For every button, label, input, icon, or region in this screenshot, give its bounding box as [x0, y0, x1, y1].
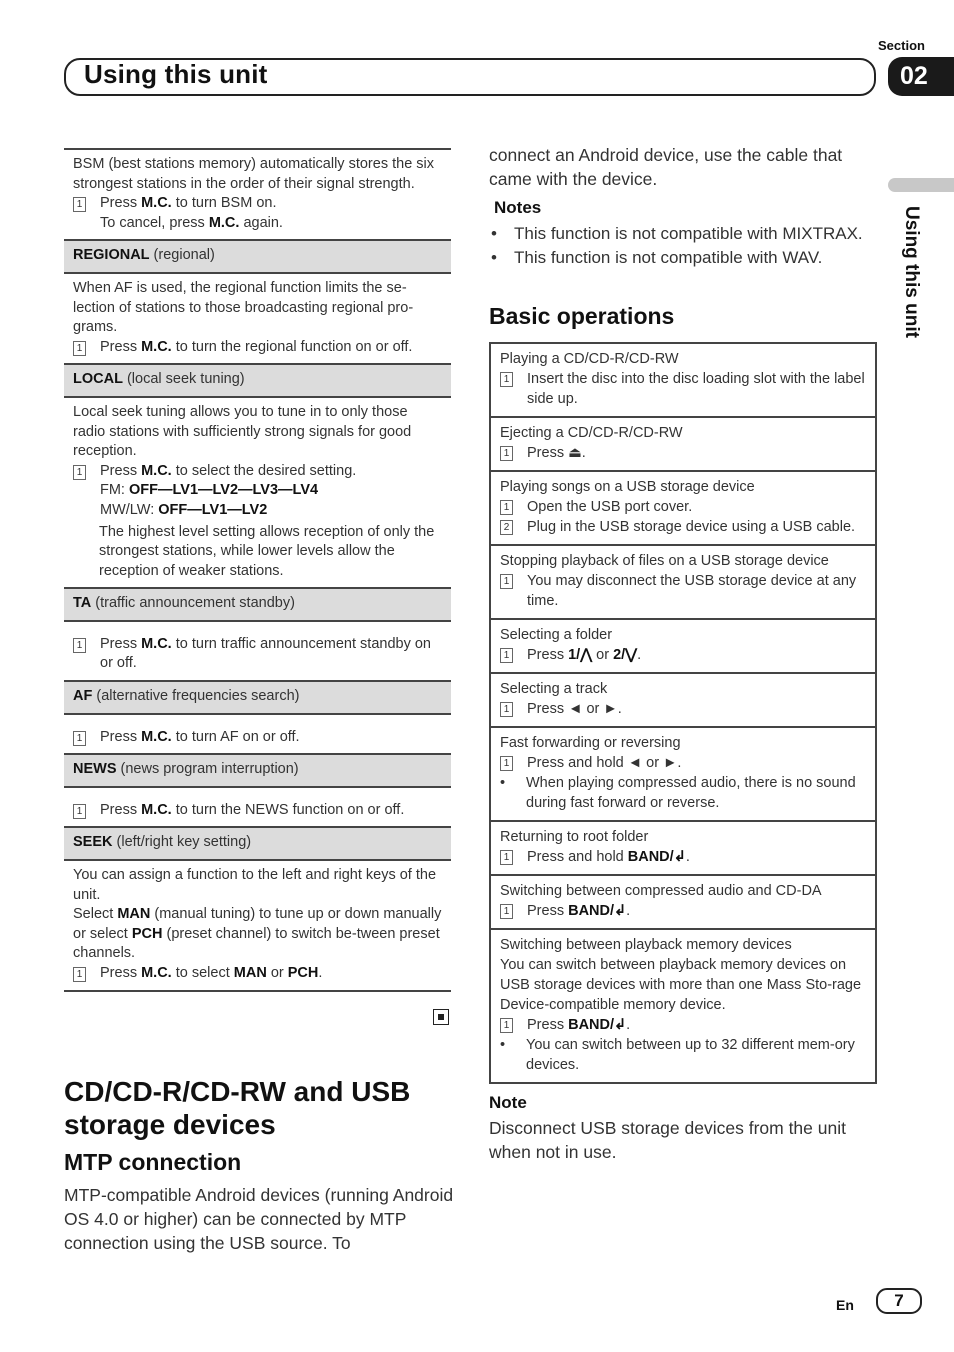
op-title: Returning to root folder — [500, 829, 649, 845]
setting-key: REGIONAL — [73, 247, 150, 264]
step-text: Plug in the USB storage device using a USB cable. — [527, 519, 856, 535]
op-track — [491, 672, 875, 726]
up-icon: /⋀ — [576, 647, 593, 663]
step-text: Press ◄ or ►. — [527, 701, 622, 717]
step-text: Press and hold — [527, 849, 628, 865]
op-description: You can switch between playback memory devices on USB storage devices with more than one Mass Sto-rage Device-compatible memory device. — [500, 957, 862, 1013]
op-switch-audio — [491, 874, 875, 928]
op-title: Switching between playback memory devices — [500, 937, 792, 953]
op-title: Switching between compressed audio and CD-DA — [500, 883, 822, 899]
step — [73, 801, 443, 821]
seek-text: Select — [73, 906, 118, 923]
step-number: 1 — [73, 197, 86, 212]
seek-text: (preset channel) to switch be-tween preset channels. — [73, 925, 440, 962]
step-number: 1 — [500, 702, 513, 717]
seek-text: (manual tuning) to tune up or down manually or select — [73, 906, 442, 942]
op-title: Selecting a track — [500, 681, 608, 697]
local-extra-note: The highest level setting allows reception of only the strongest stations, while lower levels allow the reception of weaker stations. — [99, 523, 435, 579]
bsm-row — [64, 148, 451, 239]
bullet: • — [500, 775, 506, 791]
setting-key: AF — [73, 688, 93, 705]
step-text: . — [637, 647, 642, 663]
key-name: PCH — [131, 925, 163, 942]
key-name: 2 — [613, 647, 622, 663]
step-number: 2 — [500, 520, 513, 535]
key-name: MAN — [233, 965, 267, 981]
note-heading: Note — [489, 1093, 527, 1112]
page-number: 7 — [876, 1288, 922, 1314]
step-number: 1 — [500, 372, 513, 387]
setting-name: (regional) — [149, 247, 215, 264]
key-name: M.C. — [141, 728, 172, 745]
op-playing-cd — [491, 344, 875, 416]
key-name: M.C. — [141, 338, 172, 355]
note-item — [489, 246, 877, 270]
step — [73, 338, 443, 358]
step-number: 1 — [500, 904, 513, 919]
setting-key: TA — [73, 595, 92, 612]
step-text: Press — [527, 445, 569, 461]
step-text: Press — [527, 1017, 569, 1033]
op-title: Selecting a folder — [500, 627, 613, 643]
step-text: to select the desired setting. — [171, 462, 357, 479]
step — [500, 369, 866, 409]
step-text: You may disconnect the USB storage device at any time. — [527, 573, 857, 609]
op-playing-usb — [491, 470, 875, 544]
down-icon: /⋁ — [621, 647, 638, 663]
note-text: Disconnect USB storage devices from the unit when not in use. — [489, 1118, 846, 1162]
op-title: Playing a CD/CD-R/CD-RW — [500, 351, 679, 367]
note-text: This function is not compatible with MIXTRAX. — [514, 224, 863, 243]
af-header — [64, 680, 451, 713]
op-folder — [491, 618, 875, 672]
step-text: Open the USB port cover. — [527, 499, 693, 515]
step-text: Press — [100, 635, 142, 652]
tuner-settings-table — [64, 148, 451, 992]
seek-selection — [73, 905, 443, 964]
basic-operations-heading: Basic operations — [489, 303, 675, 329]
fm-values: OFF—LV1—LV2—LV3—LV4 — [129, 482, 319, 499]
step-number: 1 — [500, 756, 513, 771]
step-number: 1 — [73, 967, 86, 982]
notes-heading: Notes — [494, 198, 542, 217]
step-text: . — [318, 965, 323, 981]
key-name: M.C. — [141, 965, 172, 981]
right-column — [489, 143, 877, 1164]
step — [73, 194, 443, 233]
seek-row — [64, 859, 451, 992]
step-text: . — [626, 1017, 631, 1033]
mtp-heading: MTP connection — [64, 1149, 242, 1175]
page-title: Using this unit — [84, 59, 268, 89]
regional-header — [64, 239, 451, 272]
step-text: Press — [100, 801, 142, 818]
step — [500, 645, 866, 665]
op-title: Stopping playback of files on a USB storage device — [500, 553, 829, 569]
mw-values: OFF—LV1—LV2 — [158, 501, 268, 518]
step-text: to turn BSM on. — [171, 195, 277, 212]
regional-description: When AF is used, the regional function limits the se-lection of stations to those broadcasting regional pro-grams. — [73, 279, 414, 336]
step — [73, 964, 443, 984]
section-end-icon — [433, 1009, 449, 1025]
step — [500, 571, 866, 611]
section-label: Section — [878, 38, 925, 53]
step-text: to turn the NEWS function on or off. — [171, 801, 405, 818]
key-name: BAND/ — [627, 849, 674, 865]
return-icon: ↲ — [673, 849, 686, 865]
step-text: Press — [100, 338, 142, 355]
return-icon: ↲ — [614, 1017, 627, 1033]
step-number: 1 — [73, 731, 86, 746]
bullet: • — [500, 1037, 506, 1053]
mtp-paragraph: MTP-compatible Android devices (running Android OS 4.0 or higher) can be connected by MTP connection using the USB source. To — [64, 1185, 454, 1253]
op-fast-forward — [491, 726, 875, 820]
step-text: . — [685, 849, 690, 865]
news-header — [64, 753, 451, 786]
step-number: 1 — [73, 341, 86, 356]
step-number: 1 — [73, 638, 86, 653]
op-stopping — [491, 544, 875, 618]
step-number: 1 — [500, 1018, 513, 1033]
step-text: To cancel, press — [100, 214, 209, 231]
step-number: 1 — [73, 465, 86, 480]
seek-header — [64, 826, 451, 859]
step — [500, 699, 866, 719]
step-text: Press — [100, 462, 142, 479]
setting-key: SEEK — [73, 834, 113, 851]
step-text: Press — [100, 965, 142, 981]
side-tab-bar — [888, 178, 954, 192]
step-text: to select — [171, 965, 234, 981]
local-header — [64, 363, 451, 396]
note-text: This function is not compatible with WAV. — [514, 248, 823, 267]
section-number-badge: 02 — [888, 57, 954, 96]
mtp-paragraph-continued: connect an Android device, use the cable that came with the device. — [489, 145, 843, 189]
bullet-item — [500, 773, 866, 813]
step-text: Press — [100, 728, 142, 745]
step-number: 1 — [500, 500, 513, 515]
mw-label: MW/LW: — [100, 501, 159, 518]
key-name: BAND/ — [568, 903, 615, 919]
step-text: Press — [100, 195, 142, 212]
key-name: M.C. — [141, 801, 172, 818]
step — [500, 753, 866, 773]
op-title: Playing songs on a USB storage device — [500, 479, 755, 495]
step-number: 1 — [73, 804, 86, 819]
step-text: Press — [527, 903, 569, 919]
step — [500, 517, 866, 537]
step-number: 1 — [500, 446, 513, 461]
step — [500, 847, 866, 867]
bullet-item — [500, 1035, 866, 1075]
setting-name: (news program interruption) — [116, 761, 299, 778]
op-title: Fast forwarding or reversing — [500, 735, 681, 751]
side-tab-label: Using this unit — [901, 206, 922, 338]
bullet-text: You can switch between up to 32 different mem-ory devices. — [526, 1037, 855, 1073]
bullet: • — [491, 248, 497, 267]
key-name: MAN — [117, 906, 151, 923]
key-name: M.C. — [208, 214, 240, 231]
step-text: Press — [527, 647, 569, 663]
ta-row — [64, 620, 451, 680]
step — [73, 728, 443, 748]
op-root-folder — [491, 820, 875, 874]
step-number: 1 — [500, 574, 513, 589]
ta-header — [64, 587, 451, 620]
bullet-text: When playing compressed audio, there is no sound during fast forward or reverse. — [526, 775, 856, 811]
local-description: Local seek tuning allows you to tune in to only those radio stations with sufficiently strong signals for good reception. — [73, 403, 412, 460]
step-number: 1 — [500, 850, 513, 865]
af-row — [64, 713, 451, 754]
key-name: BAND/ — [568, 1017, 615, 1033]
step — [500, 901, 866, 921]
step-text: Insert the disc into the disc loading slot with the label side up. — [527, 371, 865, 407]
step-text: to turn the regional function on or off. — [171, 338, 413, 355]
step — [500, 443, 866, 463]
step-text: . — [626, 903, 631, 919]
setting-key: LOCAL — [73, 371, 123, 388]
setting-name: (left/right key setting) — [112, 834, 252, 851]
language-label: En — [836, 1297, 854, 1313]
eject-icon: ⏏ — [568, 445, 582, 461]
step — [500, 1015, 866, 1035]
key-name: M.C. — [141, 462, 172, 479]
step-text: to turn AF on or off. — [171, 728, 300, 745]
return-icon: ↲ — [614, 903, 627, 919]
setting-name: (alternative frequencies search) — [92, 688, 300, 705]
key-name: M.C. — [141, 635, 172, 652]
step-text: again. — [239, 214, 283, 231]
news-row — [64, 786, 451, 827]
setting-name: (traffic announcement standby) — [91, 595, 295, 612]
step-number: 1 — [500, 648, 513, 663]
section-title: CD/CD-R/CD-RW and USB storage devices — [64, 1076, 411, 1140]
setting-key: NEWS — [73, 761, 117, 778]
key-name: 1 — [568, 647, 577, 663]
key-name: M.C. — [141, 195, 172, 212]
step — [73, 462, 443, 521]
setting-name: (local seek tuning) — [122, 371, 245, 388]
step-text: to turn traffic announcement standby on or off. — [100, 635, 431, 672]
op-switch-memory — [491, 928, 875, 1082]
step — [500, 497, 866, 517]
bullet: • — [491, 224, 497, 243]
seek-description: You can assign a function to the left and right keys of the unit. — [73, 867, 437, 903]
step-text: or — [592, 647, 614, 663]
regional-row — [64, 272, 451, 363]
op-title: Ejecting a CD/CD-R/CD-RW — [500, 425, 683, 441]
step — [73, 635, 443, 674]
step-text: or — [266, 965, 288, 981]
local-row — [64, 396, 451, 587]
note-item — [489, 222, 877, 246]
bsm-description: BSM (best stations memory) automatically stores the six strongest stations in the order of their signal strength. — [73, 156, 435, 192]
step-text: . — [581, 445, 586, 461]
basic-operations-table — [489, 342, 877, 1084]
key-name: PCH — [287, 965, 319, 981]
fm-label: FM: — [100, 482, 129, 499]
op-ejecting — [491, 416, 875, 470]
step-text: Press and hold ◄ or ►. — [527, 755, 682, 771]
